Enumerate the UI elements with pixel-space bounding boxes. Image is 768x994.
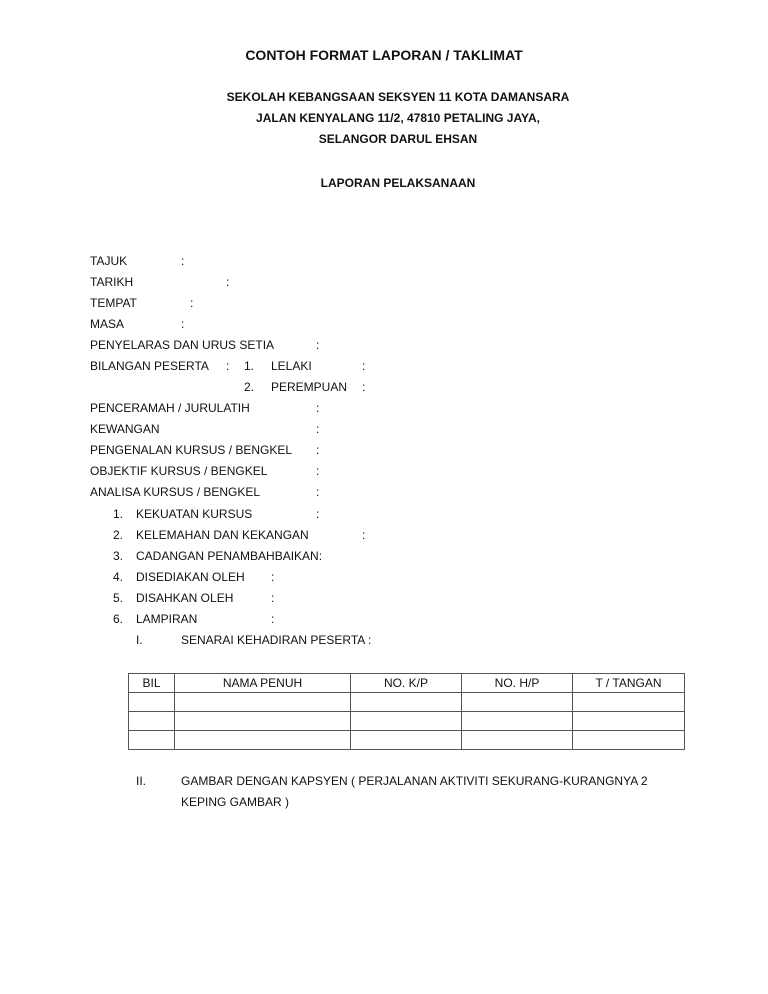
photo-caption-heading: GAMBAR DENGAN KAPSYEN ( PERJALANAN AKTIVITI SEKURANG-KURANGNYA 2	[181, 774, 648, 788]
colon: :	[316, 401, 320, 415]
list-number: I.	[136, 633, 143, 647]
list-number: 5.	[113, 591, 124, 605]
table-row	[129, 731, 685, 750]
table-cell	[129, 712, 175, 731]
list-number: 6.	[113, 612, 124, 626]
field-lelaki: LELAKI	[271, 359, 312, 373]
field-kelemahan: KELEMAHAN DAN KEKANGAN	[136, 528, 309, 542]
colon: :	[362, 380, 366, 394]
colon: :	[226, 359, 230, 373]
colon: :	[316, 485, 320, 499]
field-lampiran: LAMPIRAN	[136, 612, 198, 626]
colon: :	[316, 443, 320, 457]
table-cell	[462, 712, 573, 731]
table-cell	[351, 693, 462, 712]
field-disediakan: DISEDIAKAN OLEH	[136, 570, 245, 584]
list-number: II.	[136, 774, 147, 788]
field-tempat: TEMPAT	[90, 296, 137, 310]
column-header: T / TANGAN	[573, 674, 685, 693]
colon: :	[362, 528, 366, 542]
field-tajuk: TAJUK	[90, 254, 128, 268]
list-number: 2.	[244, 380, 255, 394]
colon: :	[316, 338, 320, 352]
report-title: LAPORAN PELAKSANAAN	[320, 176, 476, 190]
table-cell	[175, 693, 351, 712]
field-disahkan: DISAHKAN OLEH	[136, 591, 234, 605]
table-cell	[573, 693, 685, 712]
column-header: NO. K/P	[351, 674, 462, 693]
table-cell	[573, 712, 685, 731]
field-cadangan: CADANGAN PENAMBAHBAIKAN:	[136, 549, 323, 563]
colon: :	[181, 317, 185, 331]
field-penceramah: PENCERAMAH / JURULATIH	[90, 401, 250, 415]
field-perempuan: PEREMPUAN	[271, 380, 348, 394]
colon: :	[271, 612, 275, 626]
colon: :	[190, 296, 194, 310]
field-kewangan: KEWANGAN	[90, 422, 160, 436]
colon: :	[271, 591, 275, 605]
field-penyelaras: PENYELARAS DAN URUS SETIA	[90, 338, 275, 352]
field-pengenalan: PENGENALAN KURSUS / BENGKEL	[90, 443, 293, 457]
table-row	[129, 712, 685, 731]
field-masa: MASA	[90, 317, 125, 331]
table-cell	[351, 731, 462, 750]
table-cell	[462, 731, 573, 750]
colon: :	[316, 422, 320, 436]
table-cell	[129, 731, 175, 750]
list-number: 2.	[113, 528, 124, 542]
colon: :	[316, 464, 320, 478]
school-address: JALAN KENYALANG 11/2, 47810 PETALING JAYA,	[256, 111, 540, 125]
document-title: CONTOH FORMAT LAPORAN / TAKLIMAT	[245, 47, 523, 63]
list-number: 4.	[113, 570, 124, 584]
field-bilangan-peserta: BILANGAN PESERTA	[90, 359, 209, 373]
list-number: 3.	[113, 549, 124, 563]
colon: :	[316, 507, 320, 521]
table-header-row	[129, 674, 685, 693]
field-tarikh: TARIKH	[90, 275, 134, 289]
table-cell	[462, 693, 573, 712]
table-cell	[351, 712, 462, 731]
table-cell	[573, 731, 685, 750]
table-row	[129, 693, 685, 712]
column-header: NO. H/P	[462, 674, 573, 693]
school-state: SELANGOR DARUL EHSAN	[318, 132, 478, 146]
list-number: 1.	[244, 359, 255, 373]
table-cell	[175, 731, 351, 750]
colon: :	[226, 275, 230, 289]
field-analisa: ANALISA KURSUS / BENGKEL	[90, 485, 261, 499]
column-header: BIL	[129, 674, 175, 693]
table-cell	[129, 693, 175, 712]
school-name: SEKOLAH KEBANGSAAN SEKSYEN 11 KOTA DAMANSARA	[226, 90, 570, 104]
colon: :	[181, 254, 185, 268]
list-number: 1.	[113, 507, 124, 521]
field-objektif: OBJEKTIF KURSUS / BENGKEL	[90, 464, 268, 478]
attendance-list-heading: SENARAI KEHADIRAN PESERTA :	[181, 633, 372, 647]
attendance-table	[128, 673, 685, 750]
field-kekuatan: KEKUATAN KURSUS	[136, 507, 253, 521]
colon: :	[362, 359, 366, 373]
photo-caption-heading-cont: KEPING GAMBAR )	[181, 795, 290, 809]
table-cell	[175, 712, 351, 731]
colon: :	[271, 570, 275, 584]
column-header: NAMA PENUH	[175, 674, 351, 693]
